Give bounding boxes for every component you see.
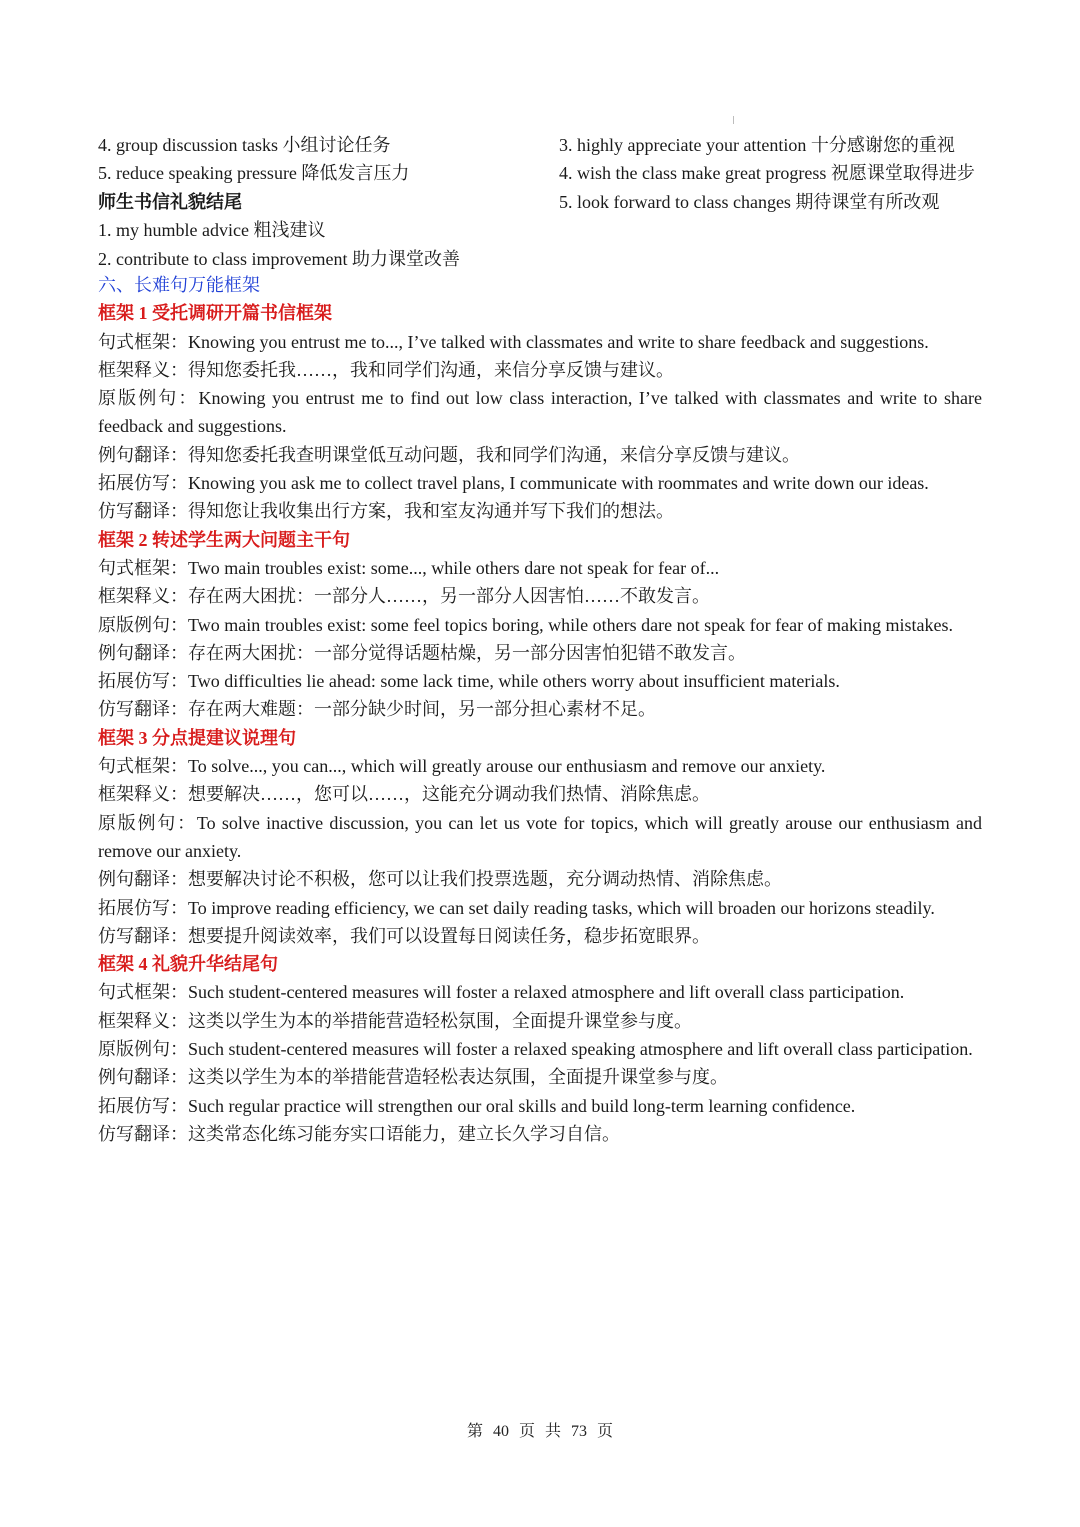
- vocab-right-column: [559, 131, 982, 216]
- example-translation: 例句翻译：得知您委托我查明课堂低互动问题，我和同学们沟通，来信分享反馈与建议。: [98, 444, 800, 465]
- imitation-example: 拓展仿写：Knowing you ask me to collect travel plans, I communicate with roommates and write down our ideas.: [98, 473, 929, 494]
- vocab-item: 4. wish the class make great progress 祝愿课堂取得进步: [559, 163, 975, 184]
- framework-title: 框架 1 受托调研开篇书信框架: [98, 303, 332, 324]
- framework-meaning: 框架释义：得知您委托我……，我和同学们沟通，来信分享反馈与建议。: [98, 359, 674, 380]
- scan-mark: [733, 116, 734, 124]
- imitation-example: 拓展仿写：Two difficulties lie ahead: some lack time, while others worry about insufficient materials.: [98, 671, 840, 692]
- vocab-item: 4. group discussion tasks 小组讨论任务: [98, 135, 391, 155]
- original-example: 原版例句：To solve inactive discussion, you can let us vote for topics, which will greatly arouse our enthusiasm and remove our anxiety.: [98, 812, 982, 861]
- framework-meaning: 框架释义：想要解决……，您可以……，这能充分调动我们热情、消除焦虑。: [98, 784, 710, 805]
- framework-title: 框架 4 礼貌升华结尾句: [98, 954, 278, 975]
- framework-pattern: 句式框架：Two main troubles exist: some..., while others dare not speak for fear of...: [98, 557, 720, 578]
- framework-title: 框架 3 分点提建议说理句: [98, 727, 296, 748]
- vocab-item: 1. my humble advice 粗浅建议: [98, 220, 326, 241]
- original-example: 原版例句：Knowing you entrust me to find out low class interaction, I’ve talked with classmates and write to share feedback and suggestions.: [98, 388, 982, 437]
- imitation-translation: 仿写翻译：存在两大难题：一部分缺少时间，另一部分担心素材不足。: [98, 699, 656, 720]
- page-footer: 第 40 页 共 73 页: [466, 1423, 613, 1440]
- frameworks-section: [98, 271, 982, 1148]
- imitation-example: 拓展仿写：Such regular practice will strengthen our oral skills and build long-term learning confidence.: [98, 1095, 856, 1116]
- framework-title: 框架 2 转述学生两大问题主干句: [98, 529, 350, 550]
- framework-pattern: 句式框架：To solve..., you can..., which will greatly arouse our enthusiasm and remove our anxiety.: [98, 756, 826, 777]
- original-example: 原版例句：Such student-centered measures will foster a relaxed speaking atmosphere and lift overall class participation.: [98, 1039, 973, 1060]
- example-translation: 例句翻译：存在两大困扰：一部分觉得话题枯燥，另一部分因害怕犯错不敢发言。: [98, 642, 746, 663]
- vocab-item: 5. look forward to class changes 期待课堂有所改观: [559, 191, 940, 212]
- example-translation: 例句翻译：想要解决讨论不积极，您可以让我们投票选题，充分调动热情、消除焦虑。: [98, 869, 782, 890]
- imitation-translation: 仿写翻译：得知您让我收集出行方案，我和室友沟通并写下我们的想法。: [98, 501, 674, 522]
- framework-pattern: 句式框架：Knowing you entrust me to..., I’ve talked with classmates and write to share feedback and suggestions.: [98, 331, 929, 352]
- vocab-item: 5. reduce speaking pressure 降低发言压力: [98, 163, 410, 184]
- imitation-translation: 仿写翻译：想要提升阅读效率，我们可以设置每日阅读任务，稳步拓宽眼界。: [98, 925, 710, 946]
- framework-meaning: 框架释义：存在两大困扰：一部分人……，另一部分人因害怕……不敢发言。: [98, 586, 710, 607]
- vocab-item: 3. highly appreciate your attention 十分感谢您的重视: [559, 135, 955, 155]
- section-title: 六、长难句万能框架: [98, 275, 260, 295]
- imitation-example: 拓展仿写：To improve reading efficiency, we can set daily reading tasks, which will broaden our horizons steadily.: [98, 897, 935, 918]
- framework-pattern: 句式框架：Such student-centered measures will foster a relaxed atmosphere and lift overall class participation.: [98, 982, 905, 1003]
- vocab-subheading: 师生书信礼貌结尾: [98, 191, 242, 212]
- example-translation: 例句翻译：这类以学生为本的举措能营造轻松表达氛围，全面提升课堂参与度。: [98, 1067, 728, 1088]
- vocab-left-column: [98, 131, 538, 273]
- imitation-translation: 仿写翻译：这类常态化练习能夯实口语能力，建立长久学习自信。: [98, 1123, 620, 1144]
- vocab-item: 2. contribute to class improvement 助力课堂改善: [98, 248, 460, 269]
- original-example: 原版例句：Two main troubles exist: some feel topics boring, while others dare not speak for fear of making mistakes.: [98, 614, 954, 635]
- framework-meaning: 框架释义：这类以学生为本的举措能营造轻松氛围，全面提升课堂参与度。: [98, 1010, 692, 1031]
